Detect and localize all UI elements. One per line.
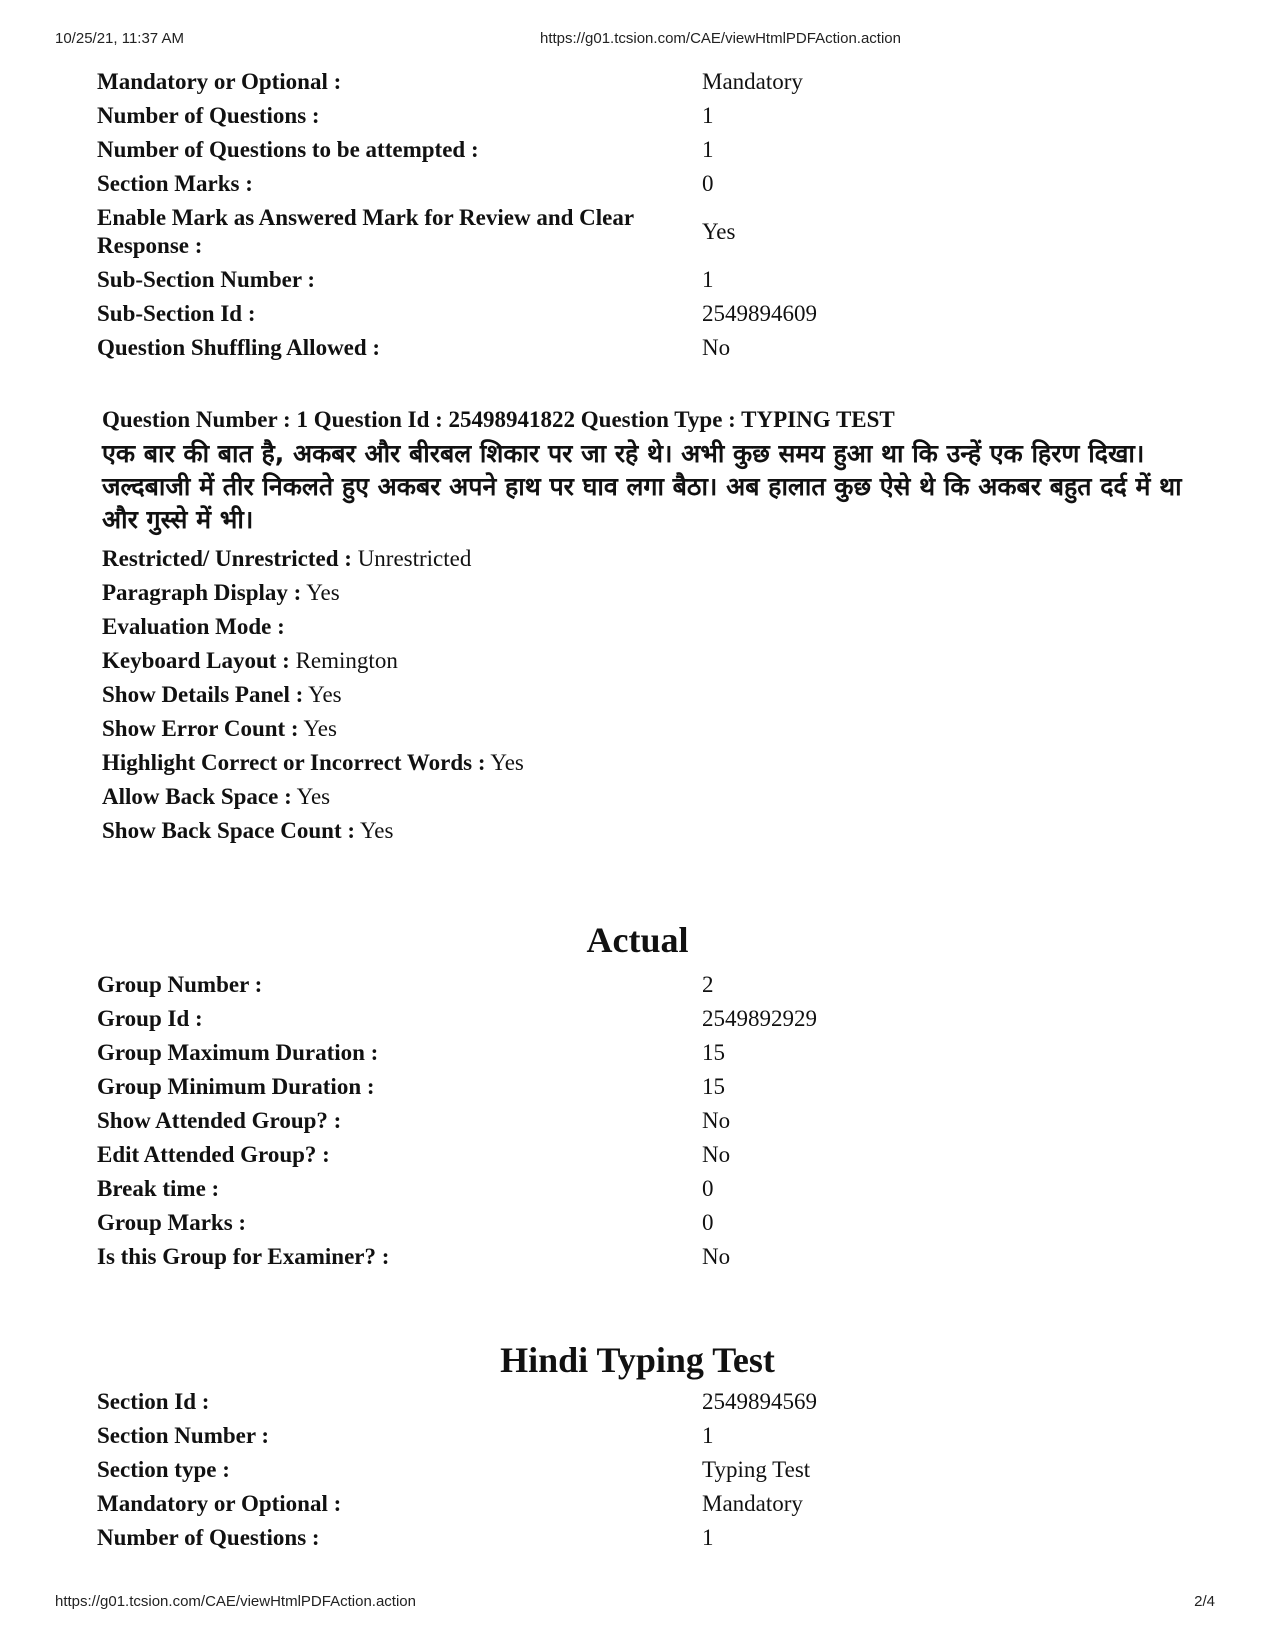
detail-label: Show Attended Group? : bbox=[97, 1108, 342, 1133]
property-value: Yes bbox=[306, 580, 340, 605]
property-label: Show Details Panel : bbox=[102, 682, 304, 707]
detail-label: Number of Questions to be attempted : bbox=[97, 137, 479, 162]
property-label: Paragraph Display : bbox=[102, 580, 302, 605]
detail-label: Mandatory or Optional : bbox=[97, 69, 342, 94]
print-footer bbox=[0, 1593, 1275, 1613]
detail-value: Typing Test bbox=[702, 1457, 811, 1482]
detail-label: Break time : bbox=[97, 1176, 220, 1201]
question-property bbox=[102, 678, 1182, 712]
detail-value: Mandatory bbox=[702, 69, 803, 94]
detail-value: 1 bbox=[702, 1525, 714, 1550]
detail-label: Section Id : bbox=[97, 1389, 210, 1414]
detail-value: 1 bbox=[702, 267, 714, 292]
property-value: Yes bbox=[296, 784, 331, 809]
group-heading: Actual bbox=[586, 920, 689, 960]
question-property bbox=[102, 780, 1182, 814]
detail-row bbox=[97, 1385, 1197, 1419]
property-label: Show Back Space Count : bbox=[102, 818, 356, 843]
property-value: Remington bbox=[295, 648, 398, 673]
property-label: Keyboard Layout : bbox=[102, 648, 290, 673]
property-label: Evaluation Mode : bbox=[102, 614, 285, 639]
detail-row bbox=[97, 1487, 1197, 1521]
question-property bbox=[102, 746, 1182, 780]
question-property bbox=[102, 644, 1182, 678]
detail-value: 1 bbox=[702, 137, 714, 162]
question-header: Question Number : 1 Question Id : 25498941822 Question Type : TYPING TEST bbox=[102, 407, 895, 432]
detail-value: 0 bbox=[702, 1210, 714, 1235]
detail-value: 1 bbox=[702, 1423, 714, 1448]
detail-row bbox=[97, 968, 1197, 1002]
print-datetime: 10/25/21, 11:37 AM bbox=[55, 30, 184, 47]
print-url: https://g01.tcsion.com/CAE/viewHtmlPDFAction.action bbox=[540, 30, 901, 47]
detail-label: Group Maximum Duration : bbox=[97, 1040, 379, 1065]
detail-row bbox=[97, 1240, 1197, 1274]
property-value: Yes bbox=[308, 682, 342, 707]
detail-value: 2549892929 bbox=[702, 1006, 817, 1031]
detail-row bbox=[97, 1453, 1197, 1487]
detail-row bbox=[97, 1138, 1197, 1172]
question-property bbox=[102, 542, 1182, 576]
detail-label: Question Shuffling Allowed : bbox=[97, 335, 381, 360]
question-property bbox=[102, 576, 1182, 610]
detail-label: Sub-Section Number : bbox=[97, 267, 316, 292]
detail-value: 2549894609 bbox=[702, 301, 817, 326]
detail-row bbox=[97, 263, 1197, 297]
detail-row bbox=[97, 1521, 1197, 1555]
detail-row bbox=[97, 297, 1197, 331]
detail-value: 15 bbox=[702, 1074, 725, 1099]
detail-label: Group Marks : bbox=[97, 1210, 247, 1235]
property-label: Allow Back Space : bbox=[102, 784, 292, 809]
detail-row bbox=[97, 1070, 1197, 1104]
detail-label: Section type : bbox=[97, 1457, 230, 1482]
detail-value: 2549894569 bbox=[702, 1389, 817, 1414]
detail-label: Group Minimum Duration : bbox=[97, 1074, 375, 1099]
detail-value: 15 bbox=[702, 1040, 725, 1065]
detail-label: Edit Attended Group? : bbox=[97, 1142, 330, 1167]
footer-url: https://g01.tcsion.com/CAE/viewHtmlPDFAction.action bbox=[55, 1593, 416, 1610]
detail-row bbox=[97, 1206, 1197, 1240]
property-label: Restricted/ Unrestricted : bbox=[102, 546, 352, 571]
property-value: Yes bbox=[359, 818, 394, 843]
detail-row bbox=[97, 1002, 1197, 1036]
page-number: 2/4 bbox=[1194, 1593, 1215, 1610]
detail-label: Section Number : bbox=[97, 1423, 270, 1448]
detail-row bbox=[97, 1172, 1197, 1206]
detail-value: 0 bbox=[702, 1176, 714, 1201]
question-property bbox=[102, 712, 1182, 746]
question-block bbox=[102, 405, 1182, 848]
detail-label: Enable Mark as Answered Mark for Review and Clear Response : bbox=[97, 205, 634, 258]
detail-row bbox=[97, 99, 1197, 133]
detail-value: 0 bbox=[702, 171, 714, 196]
detail-row bbox=[97, 167, 1197, 201]
question-properties bbox=[102, 542, 1182, 848]
property-value: Yes bbox=[490, 750, 524, 775]
detail-row bbox=[97, 1419, 1197, 1453]
print-header bbox=[0, 30, 1275, 50]
property-value: Yes bbox=[303, 716, 337, 741]
detail-value: Yes bbox=[702, 219, 736, 244]
detail-value: No bbox=[702, 1244, 731, 1269]
detail-row bbox=[97, 1104, 1197, 1138]
section-heading: Hindi Typing Test bbox=[500, 1340, 775, 1380]
detail-label: Number of Questions : bbox=[97, 1525, 320, 1550]
section2-details bbox=[97, 1385, 1197, 1555]
question-property bbox=[102, 814, 1182, 848]
detail-row bbox=[97, 65, 1197, 99]
detail-row bbox=[97, 201, 1197, 263]
question-passage: एक बार की बात है, अकबर और बीरबल शिकार पर जा रहे थे। अभी कुछ समय हुआ था कि उन्हें एक हिरण दिखा। जल्दबाजी में तीर निकलते हुए अकबर अपने हाथ पर घाव लगा बैठा। अब हालात कुछ ऐसे थे कि अकबर बहुत दर्द में था और गुस्से में भी। bbox=[102, 439, 1182, 534]
detail-label: Group Number : bbox=[97, 972, 263, 997]
property-value: Unrestricted bbox=[357, 546, 472, 571]
detail-label: Sub-Section Id : bbox=[97, 301, 256, 326]
detail-label: Number of Questions : bbox=[97, 103, 320, 128]
detail-value: No bbox=[702, 335, 731, 360]
detail-value: 2 bbox=[702, 972, 714, 997]
detail-row bbox=[97, 1036, 1197, 1070]
detail-row bbox=[97, 133, 1197, 167]
detail-label: Section Marks : bbox=[97, 171, 253, 196]
property-label: Highlight Correct or Incorrect Words : bbox=[102, 750, 486, 775]
detail-row bbox=[97, 331, 1197, 365]
group-details bbox=[97, 968, 1197, 1274]
section-details bbox=[97, 65, 1197, 365]
detail-value: No bbox=[702, 1142, 731, 1167]
detail-value: 1 bbox=[702, 103, 714, 128]
property-label: Show Error Count : bbox=[102, 716, 299, 741]
detail-label: Mandatory or Optional : bbox=[97, 1491, 342, 1516]
detail-value: Mandatory bbox=[702, 1491, 803, 1516]
detail-value: No bbox=[702, 1108, 731, 1133]
question-property bbox=[102, 610, 1182, 644]
detail-label: Group Id : bbox=[97, 1006, 203, 1031]
detail-label: Is this Group for Examiner? : bbox=[97, 1244, 390, 1269]
